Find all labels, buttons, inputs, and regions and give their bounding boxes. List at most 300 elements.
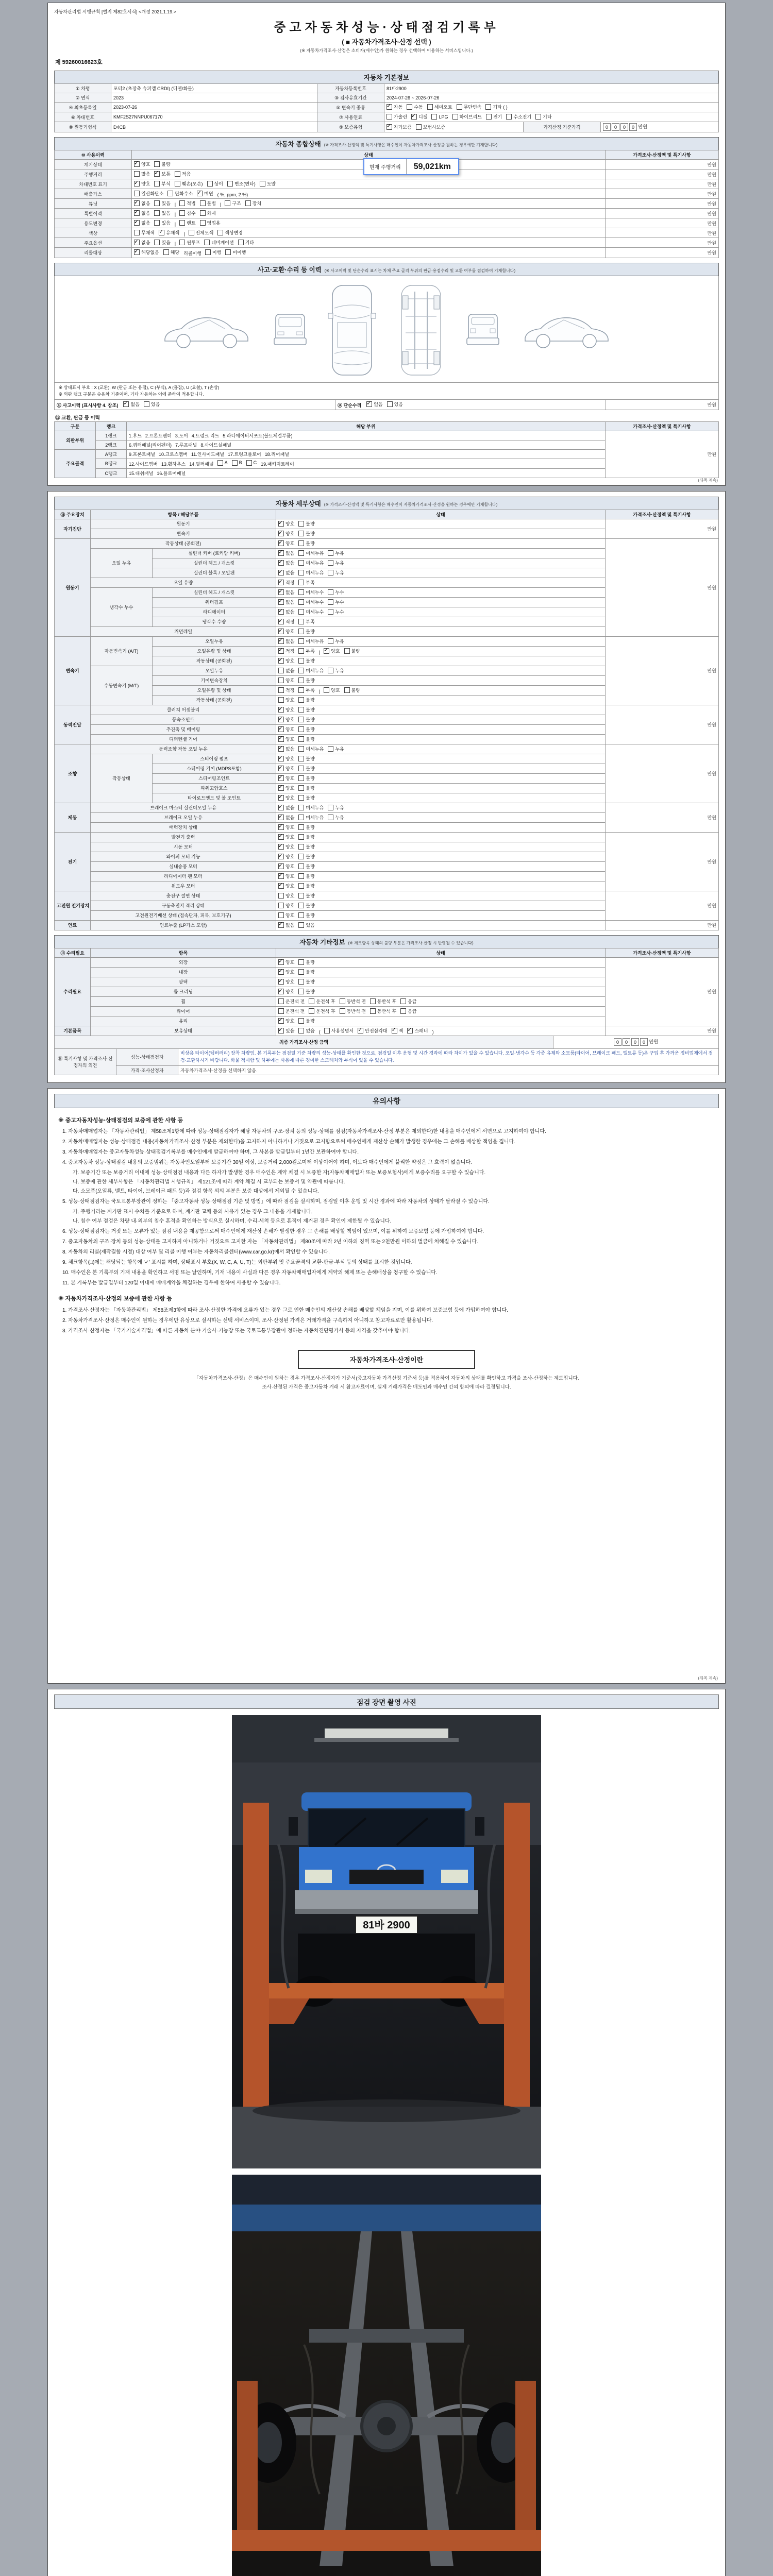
checkbox-option[interactable] (278, 755, 294, 762)
checkbox-box (238, 240, 244, 245)
checkbox-option[interactable] (298, 804, 324, 811)
checkbox-option[interactable] (298, 687, 314, 693)
group-label: 변속기 (55, 636, 91, 705)
row-label: 계기상태 (55, 160, 132, 170)
inline-text: 4.트렁크 리드 (191, 433, 220, 438)
checkbox-option[interactable] (278, 853, 294, 860)
checkbox-option[interactable] (278, 540, 294, 547)
checkbox-label: 스패너 (414, 1028, 428, 1033)
checkbox-option[interactable] (298, 765, 314, 772)
page-block-2 (47, 491, 726, 1083)
item-label: 스티어링 펌프 (153, 754, 276, 764)
checkbox-option[interactable] (298, 902, 314, 909)
checkbox-option[interactable] (278, 579, 294, 586)
checkbox-box (278, 589, 284, 595)
checkbox-box (298, 580, 304, 585)
checkbox-option[interactable] (278, 599, 294, 605)
item-label: 고전원전기배선 상태 (접속단자, 피복, 보호기구) (91, 910, 276, 920)
opinion-inspector-text: 비상용 타이어(템퍼러리) 장착 차량임. 본 기록부는 점검일 기준 차량의 성능·상태를 확인한 것으로, 점검일 이후 운행 및 시간 경과에 따라 차이가 있을 수 있습니다. 오일·냉각수 등 각종 유체와 소모품(타이어, 브레이크 패드, 벨트류 등)은 구입 후 가까운 정비업체에서 점검·교환하시기 바랍니다. 화물 적재함 및 하부에는 사용에 따른 경미한 스크래치와 부식이 있을 수 있습니다. (178, 1048, 719, 1065)
checkbox-option[interactable] (358, 1027, 387, 1034)
checkbox-label: 미세누유 (306, 746, 324, 752)
checkbox-option[interactable] (278, 1018, 294, 1024)
checkbox-box (278, 824, 284, 830)
checkbox-option[interactable] (159, 229, 179, 236)
checkbox-label: 없음 (141, 201, 150, 207)
checkbox-label: 부족 (306, 580, 315, 585)
checkbox-option[interactable] (154, 200, 170, 207)
inline-text: | (174, 212, 176, 217)
checkbox-option[interactable] (328, 569, 344, 576)
final-price-label: 최종 가격조사·산정 금액 (55, 1036, 553, 1048)
value-engine-type: D4CB (111, 122, 317, 132)
checkbox-option[interactable] (324, 648, 340, 654)
checkbox-option[interactable] (278, 834, 294, 840)
checkbox-option[interactable] (278, 677, 294, 684)
checkbox-option[interactable] (328, 608, 344, 615)
item-label: 등속조인트 (91, 715, 276, 724)
etc-col-price: 가격조사·산정액 및 특기사항 (606, 948, 719, 957)
checkbox-option[interactable] (340, 998, 366, 1005)
checkbox-option[interactable] (344, 687, 360, 693)
checkbox-label: 불량 (306, 785, 315, 791)
checkbox-option[interactable] (535, 113, 551, 120)
checkbox-option[interactable] (298, 863, 314, 870)
checkbox-option[interactable] (134, 229, 155, 236)
state-cell (276, 675, 606, 685)
item-label: 시동 모터 (91, 842, 276, 852)
checkbox-option[interactable] (298, 697, 314, 703)
item-label: 실린더 헤드 / 개스킷 (153, 558, 276, 568)
checkbox-option[interactable] (298, 834, 314, 840)
checkbox-option[interactable] (298, 843, 314, 850)
checkbox-label: 부족 (306, 687, 315, 693)
checkbox-option[interactable] (298, 873, 314, 879)
checkbox-option[interactable] (225, 249, 246, 256)
opinion-label: ⑱ 특기사항 및 가격조사·산정자의 의견 (55, 1048, 116, 1075)
label-vin: ⑥ 차대번호 (55, 112, 111, 122)
checkbox-option[interactable] (298, 579, 314, 586)
checkbox-option[interactable] (298, 755, 314, 762)
checkbox-option[interactable] (278, 648, 294, 654)
parts-cell (127, 459, 606, 468)
item-label: 파워고압호스 (153, 783, 276, 793)
checkbox-option[interactable] (278, 736, 294, 742)
inline-text: 18.리어패널 (264, 451, 289, 457)
checkbox-label: 적정 (285, 648, 295, 654)
checkbox-option[interactable] (298, 978, 314, 985)
checkbox-option[interactable] (278, 608, 294, 615)
checkbox-option[interactable] (328, 745, 344, 752)
checkbox-box (298, 1028, 304, 1033)
base-price-cell (601, 122, 719, 132)
checkbox-option[interactable] (298, 824, 314, 831)
checkbox-option[interactable] (298, 785, 314, 791)
checkbox-box (328, 638, 333, 644)
checkbox-option[interactable] (217, 460, 228, 466)
checkbox-option[interactable] (309, 998, 335, 1005)
checkbox-label: 운전석 전 (285, 1008, 305, 1014)
checkbox-option[interactable] (278, 794, 294, 801)
checkbox-option[interactable] (298, 706, 314, 713)
checkbox-option[interactable] (370, 1008, 396, 1014)
checkbox-label: 없음 (285, 668, 295, 673)
checkbox-option[interactable] (179, 200, 195, 207)
inline-text: 12.사이드멤버 (129, 461, 158, 467)
checkbox-option[interactable] (134, 239, 150, 246)
checkbox-option[interactable] (387, 401, 403, 408)
checkbox-label: 적정 (285, 687, 295, 693)
checkbox-box (298, 979, 304, 985)
checkbox-option[interactable] (400, 1008, 416, 1014)
checkbox-option[interactable] (167, 190, 193, 197)
checkbox-box (298, 766, 304, 771)
checkbox-option[interactable] (328, 638, 344, 645)
checkbox-option[interactable] (197, 190, 213, 197)
checkbox-option[interactable] (427, 104, 452, 110)
checkbox-option[interactable] (179, 239, 200, 246)
checkbox-option[interactable] (298, 814, 324, 821)
checkbox-option[interactable] (227, 180, 256, 187)
checkbox-label: 없음 (306, 1028, 315, 1033)
checkbox-option[interactable] (278, 550, 294, 556)
checkbox-option[interactable] (278, 902, 294, 909)
checkbox-label: 없음 (285, 815, 295, 820)
form-reference: 자동차관리법 시행규칙 [별지 제82호서식] <개정 2021.1.19.> (54, 9, 177, 14)
checkbox-label: 운전석 후 (316, 998, 335, 1004)
checkbox-option[interactable] (245, 200, 261, 207)
checkbox-option[interactable] (298, 726, 314, 733)
checkbox-label: 없음 (285, 599, 295, 605)
checkbox-option[interactable] (278, 969, 294, 975)
checkbox-option[interactable] (278, 628, 294, 635)
checkbox-label: 양호 (285, 531, 295, 536)
checkbox-option[interactable] (298, 853, 314, 860)
group-label: 조향 (55, 744, 91, 803)
checkbox-option[interactable] (278, 804, 294, 811)
checkbox-label: 자가보증 (394, 124, 412, 130)
checkbox-box (278, 775, 284, 781)
checkbox-option[interactable] (278, 1027, 294, 1034)
checkbox-option[interactable] (324, 1027, 354, 1034)
checkbox-option[interactable] (278, 959, 294, 965)
checkbox-option[interactable] (278, 530, 294, 537)
state-cell (276, 666, 606, 675)
warranty-options (384, 122, 524, 132)
checkbox-option[interactable] (344, 648, 360, 654)
group-label: 주요골격 (55, 449, 96, 478)
checkbox-box (298, 903, 304, 908)
checkbox-option[interactable] (278, 892, 294, 899)
checkbox-option[interactable] (217, 229, 243, 236)
checkbox-option[interactable] (278, 667, 294, 674)
checkbox-option[interactable] (298, 677, 314, 684)
checkbox-option[interactable] (370, 998, 396, 1005)
checkbox-option[interactable] (278, 520, 294, 527)
checkbox-option[interactable] (486, 113, 502, 120)
checkbox-option[interactable] (366, 401, 382, 408)
checkbox-option[interactable] (278, 618, 294, 625)
checkbox-option[interactable] (189, 229, 214, 236)
checkbox-option[interactable] (400, 998, 416, 1005)
checkbox-option[interactable] (278, 589, 294, 596)
checkbox-option[interactable] (278, 560, 294, 566)
item-label: 유리 (91, 1016, 276, 1026)
checkbox-option[interactable] (134, 210, 150, 216)
checkbox-label: 누유 (335, 746, 344, 752)
opinion-inspector-label: 성능·상태점검자 (116, 1048, 178, 1065)
checkbox-option[interactable] (298, 969, 314, 975)
checkbox-option[interactable] (154, 180, 170, 187)
checkbox-option[interactable] (200, 200, 216, 207)
checkbox-box (246, 460, 252, 466)
checkbox-option[interactable] (179, 210, 195, 216)
checkbox-option[interactable] (298, 988, 314, 995)
state-cell (276, 842, 606, 852)
checkbox-option[interactable] (154, 239, 170, 246)
checkbox-option[interactable] (278, 863, 294, 870)
checkbox-option[interactable] (134, 190, 163, 197)
section-etc-note: (※ 체크항목 상태의 불량 부분은 가격조사·산정 시 반영될 수 있습니다) (348, 940, 474, 945)
checkbox-option[interactable] (485, 104, 507, 110)
checkbox-option[interactable] (298, 794, 314, 801)
checkbox-option[interactable] (411, 113, 427, 120)
checkbox-option[interactable] (205, 249, 221, 256)
price-cell: 만원 (606, 179, 719, 189)
checkbox-option[interactable] (278, 978, 294, 985)
checkbox-option[interactable] (278, 998, 305, 1005)
checkbox-box (278, 863, 284, 869)
checkbox-option[interactable] (386, 104, 402, 110)
checkbox-option[interactable] (278, 775, 294, 782)
checkbox-option[interactable] (298, 608, 324, 615)
checkbox-option[interactable] (298, 667, 324, 674)
checkbox-option[interactable] (431, 114, 448, 120)
checkbox-option[interactable] (200, 219, 221, 226)
checkbox-box (205, 249, 211, 255)
state-cell (276, 578, 606, 587)
price-cell: 만원 (606, 160, 719, 170)
rank-header-row (55, 421, 719, 431)
checkbox-option[interactable] (278, 873, 294, 879)
checkbox-option[interactable] (238, 239, 254, 246)
checkbox-option[interactable] (278, 716, 294, 723)
checkbox-option[interactable] (278, 726, 294, 733)
checkbox-option[interactable] (179, 219, 195, 226)
checkbox-option[interactable] (175, 180, 203, 187)
checkbox-option[interactable] (225, 200, 241, 207)
checkbox-option[interactable] (154, 210, 170, 216)
checkbox-option[interactable] (260, 180, 276, 187)
checkbox-option[interactable] (298, 550, 324, 556)
checkbox-option[interactable] (144, 401, 160, 408)
checkbox-option[interactable] (298, 775, 314, 782)
checkbox-label: 구조 (232, 201, 241, 207)
checkbox-option[interactable] (278, 883, 294, 889)
checkbox-option[interactable] (278, 824, 294, 831)
group-label: 기본품목 (55, 1026, 91, 1036)
checkbox-option[interactable] (163, 249, 179, 256)
checkbox-option[interactable] (298, 1018, 314, 1024)
checkbox-option[interactable] (278, 814, 294, 821)
checkbox-option[interactable] (298, 530, 314, 537)
checkbox-box (278, 746, 284, 752)
checkbox-option[interactable] (298, 745, 324, 752)
checkbox-option[interactable] (278, 697, 294, 703)
checkbox-option[interactable] (298, 657, 314, 664)
checkbox-option[interactable] (407, 1027, 428, 1034)
group-label: 전기 (55, 832, 91, 891)
checkbox-option[interactable] (123, 401, 139, 408)
checkbox-option[interactable] (407, 104, 423, 110)
item-label: 디퍼렌셜 기어 (91, 734, 276, 744)
checkbox-box (278, 687, 284, 693)
checkbox-label: 없음 (285, 609, 295, 615)
checkbox-option[interactable] (298, 716, 314, 723)
checkbox-option[interactable] (328, 814, 344, 821)
checkbox-box (298, 589, 304, 595)
checkbox-option[interactable] (386, 124, 412, 130)
checkbox-option[interactable] (134, 200, 150, 207)
opinion-row-inspector (55, 1048, 719, 1065)
checkbox-option[interactable] (134, 219, 150, 226)
checkbox-option[interactable] (278, 988, 294, 995)
checkbox-box (411, 114, 417, 120)
checkbox-box (179, 220, 185, 226)
checkbox-option[interactable] (452, 113, 482, 120)
checkbox-option[interactable] (298, 589, 324, 596)
checkbox-option[interactable] (200, 210, 216, 216)
checkbox-label: 부식 (161, 181, 171, 187)
checkbox-option[interactable] (298, 569, 324, 576)
checkbox-option[interactable] (278, 765, 294, 772)
checkbox-option[interactable] (298, 912, 314, 919)
checkbox-option[interactable] (298, 959, 314, 965)
checkbox-option[interactable] (298, 648, 314, 654)
checkbox-option[interactable] (278, 843, 294, 850)
checkbox-option[interactable] (278, 569, 294, 576)
checkbox-label: 불량 (306, 824, 315, 830)
checkbox-option[interactable] (328, 550, 344, 556)
value-reg-no: 81바2900 (384, 84, 719, 93)
checkbox-option[interactable] (298, 618, 314, 625)
checkbox-option[interactable] (278, 922, 294, 928)
checkbox-option[interactable] (278, 745, 294, 752)
checkbox-option[interactable] (298, 540, 314, 547)
checkbox-option[interactable] (328, 599, 344, 605)
notice-line: 8. 자동차의 리콜(제작결함 시정) 대상 여부 및 리콜 이행 여부는 자동차리콜센터(www.car.go.kr)에서 확인할 수 있습니다. (62, 1249, 330, 1256)
checkbox-option[interactable] (298, 628, 314, 635)
checkbox-box (197, 191, 203, 196)
checkbox-option[interactable] (328, 560, 344, 566)
checkbox-box (407, 1028, 413, 1033)
price-definition-box: 자동차가격조사·산정이란 (298, 1350, 475, 1369)
checkbox-option[interactable] (298, 638, 324, 645)
checkbox-option[interactable] (278, 638, 294, 645)
checkbox-option[interactable] (298, 520, 314, 527)
checkbox-option[interactable] (457, 104, 482, 110)
state-cell (276, 1006, 606, 1016)
label-engine-type: ⑧ 원동기형식 (55, 122, 111, 132)
checkbox-option[interactable] (416, 124, 445, 130)
parts-cell (127, 440, 606, 449)
checkbox-option[interactable] (298, 892, 314, 899)
checkbox-option[interactable] (298, 1027, 314, 1034)
checkbox-option[interactable] (154, 171, 170, 177)
checkbox-label: 적정 (285, 580, 295, 585)
checkbox-option[interactable] (309, 1008, 335, 1014)
checkbox-option[interactable] (298, 922, 314, 928)
checkbox-label: 없음 (285, 805, 295, 810)
subgroup-label: 자동변속기 (A/T) (91, 636, 153, 666)
checkbox-option[interactable] (298, 599, 324, 605)
checkbox-label: 침수 (187, 211, 196, 216)
checkbox-option[interactable] (134, 249, 159, 256)
checkbox-option[interactable] (340, 1008, 366, 1014)
checkbox-box (134, 220, 140, 226)
checkbox-option[interactable] (134, 171, 150, 177)
checkbox-option[interactable] (392, 1027, 404, 1034)
checkbox-option[interactable] (278, 657, 294, 664)
checkbox-label: 양호 (285, 677, 295, 683)
checkbox-option[interactable] (134, 161, 150, 167)
checkbox-label: 변조(변타) (234, 181, 256, 187)
checkbox-box (328, 609, 333, 615)
exchange-history-label: ⑮ 교환, 판금 등 이력 (55, 415, 100, 421)
checkbox-option[interactable] (328, 667, 344, 674)
checkbox-label: 기타 (543, 114, 552, 120)
rank-label: B랭크 (96, 459, 127, 468)
checkbox-option[interactable] (278, 1008, 305, 1014)
price-digit: 0 (631, 1038, 639, 1046)
detail-row (55, 744, 719, 754)
checkbox-label: 응급 (408, 998, 417, 1004)
checkbox-option[interactable] (246, 460, 257, 466)
checkbox-label: C (253, 460, 257, 466)
checkbox-option[interactable] (298, 560, 324, 566)
checkbox-option[interactable] (324, 687, 340, 693)
label-transmission: ⑤ 변속기 종류 (317, 103, 384, 112)
checkbox-option[interactable] (204, 239, 233, 246)
state-cell (276, 861, 606, 871)
state-cell (276, 957, 606, 967)
checkbox-option[interactable] (386, 113, 407, 120)
checkbox-option[interactable] (278, 912, 294, 919)
checkbox-label: 불량 (306, 756, 315, 761)
checkbox-option[interactable] (298, 736, 314, 742)
checkbox-option[interactable] (207, 180, 223, 187)
checkbox-option[interactable] (278, 785, 294, 791)
checkbox-option[interactable] (298, 883, 314, 889)
section-detail-title: 자동차 세부상태 (275, 500, 321, 507)
checkbox-option[interactable] (278, 687, 294, 693)
checkbox-box (278, 609, 284, 615)
checkbox-option[interactable] (278, 706, 294, 713)
checkbox-option[interactable] (134, 180, 150, 187)
checkbox-option[interactable] (154, 161, 170, 167)
checkbox-box (298, 815, 304, 820)
checkbox-option[interactable] (175, 171, 191, 177)
inline-text: 16.플로어패널 (157, 470, 186, 476)
checkbox-label: 없음 (285, 746, 295, 752)
item-label: 실내송풍 모터 (91, 861, 276, 871)
checkbox-option[interactable] (328, 804, 344, 811)
checkbox-option[interactable] (232, 460, 242, 466)
checkbox-option[interactable] (506, 113, 531, 120)
price-digit: 0 (614, 1038, 621, 1046)
checkbox-option[interactable] (328, 589, 344, 596)
checkbox-option[interactable] (154, 219, 170, 226)
page-block-1 (47, 3, 726, 486)
